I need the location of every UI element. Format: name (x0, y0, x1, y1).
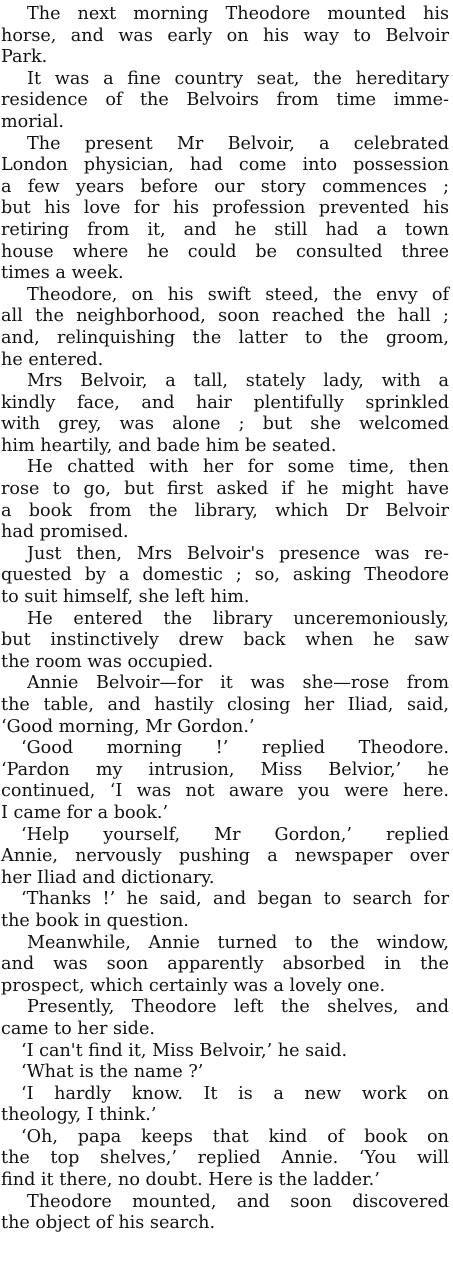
paragraph (1, 69, 449, 134)
text-line: ‘Good morning !’ replied Theodore. (21, 738, 449, 759)
text-line: Annie Belvoir—for it was she—rose from (27, 673, 449, 694)
text-line: to suit himself, she left him. (1, 587, 250, 608)
text-line: Annie, nervously pushing a newspaper over (1, 846, 449, 867)
text-line: times a week. (1, 263, 124, 284)
text-line: came to her side. (1, 1018, 155, 1039)
text-line: find it there, no doubt. Here is the ladder.’ (1, 1170, 380, 1191)
text-line: He chatted with her for some time, then (27, 457, 449, 478)
text-line: rose to go, but first asked if he might have (1, 479, 449, 500)
paragraph (1, 457, 449, 543)
paragraph (1, 1084, 449, 1127)
paragraph (1, 825, 449, 890)
paragraph (1, 609, 449, 674)
text-line: He entered the library unceremoniously, (27, 608, 449, 629)
text-line: kindly face, and hair plentifully sprinkled (1, 392, 449, 413)
text-line: retiring from it, and he still had a town (1, 219, 449, 240)
text-line: quested by a domestic ; so, asking Theodore (1, 565, 449, 586)
text-line: the table, and hastily closing her Iliad, said, (1, 695, 449, 715)
text-line: residence of the Belvoirs from time imme- (1, 90, 449, 111)
paragraph (1, 738, 449, 824)
text-line: Presently, Theodore left the shelves, and (27, 997, 449, 1018)
text-line: continued, ‘I was not aware you were here. (1, 781, 449, 802)
text-line: a book from the library, which Dr Belvoir (1, 500, 449, 521)
text-line: The next morning Theodore mounted his (27, 4, 449, 24)
text-line: and was soon apparently absorbed in the (1, 954, 449, 975)
text-line: horse, and was early on his way to Belvoir (1, 25, 449, 46)
paragraph (1, 1127, 449, 1192)
text-line: Meanwhile, Annie turned to the window, (27, 932, 449, 953)
text-line: ‘Help yourself, Mr Gordon,’ replied (21, 824, 449, 845)
text-line: and, relinquishing the latter to the groom, (1, 327, 449, 348)
text-line: Park. (1, 47, 48, 68)
text-line: London physician, had come into possession (1, 155, 449, 176)
text-line: It was a fine country seat, the hereditary (27, 68, 449, 89)
text-line: theology, I think.’ (1, 1105, 157, 1126)
text-line: ‘I hardly know. It is a new work on (21, 1083, 449, 1104)
text-line: ‘What is the name ?’ (21, 1062, 204, 1083)
paragraph (1, 933, 449, 998)
paragraph (1, 1041, 449, 1063)
text-line: he entered. (1, 349, 104, 370)
text-line: I came for a book.’ (1, 802, 169, 823)
paragraph (1, 134, 449, 285)
text-line: had promised. (1, 522, 129, 543)
text-line: ‘Pardon my intrusion, Miss Belvior,’ he (1, 759, 449, 780)
paragraph (1, 889, 449, 932)
text-line: Mrs Belvoir, a tall, stately lady, with a (27, 371, 449, 392)
text-line: but instinctively drew back when he saw (1, 630, 449, 651)
paragraph (1, 997, 449, 1040)
text-line: ‘Oh, papa keeps that kind of book on (21, 1126, 449, 1147)
text-line: prospect, which certainly was a lovely one. (1, 975, 386, 996)
text-line: ‘Thanks !’ he said, and began to search for (21, 889, 449, 910)
text-line: the book in question. (1, 910, 189, 931)
text-line: ‘Good morning, Mr Gordon.’ (1, 716, 255, 737)
text-line: the object of his search. (1, 1213, 216, 1234)
paragraph (1, 4, 449, 69)
text-line: her Iliad and dictionary. (1, 867, 215, 888)
text-line: the top shelves,’ replied Annie. ‘You will (1, 1148, 449, 1169)
text-line: him heartily, and bade him be seated. (1, 435, 337, 456)
text-line: with grey, was alone ; but she welcomed (1, 414, 449, 435)
paragraph (1, 1062, 449, 1084)
text-line: Just then, Mrs Belvoir's presence was re- (27, 543, 449, 564)
text-line: The present Mr Belvoir, a celebrated (27, 133, 449, 154)
text-line: Theodore mounted, and soon discovered (27, 1191, 449, 1212)
text-line: house where he could be consulted three (1, 241, 449, 262)
text-line: all the neighborhood, soon reached the hall ; (1, 306, 449, 327)
text-line: the room was occupied. (1, 651, 214, 672)
paragraph (1, 673, 449, 738)
text-line: Theodore, on his swift steed, the envy of (27, 284, 449, 305)
text-line: ‘I can't find it, Miss Belvoir,’ he said. (21, 1040, 348, 1061)
text-line: but his love for his profession prevented his (1, 198, 449, 219)
paragraph (1, 1192, 449, 1235)
paragraph (1, 544, 449, 609)
text-line: a few years before our story commences ; (1, 176, 449, 197)
text-line: morial. (1, 111, 65, 132)
paragraph (1, 285, 449, 371)
paragraph (1, 371, 449, 457)
